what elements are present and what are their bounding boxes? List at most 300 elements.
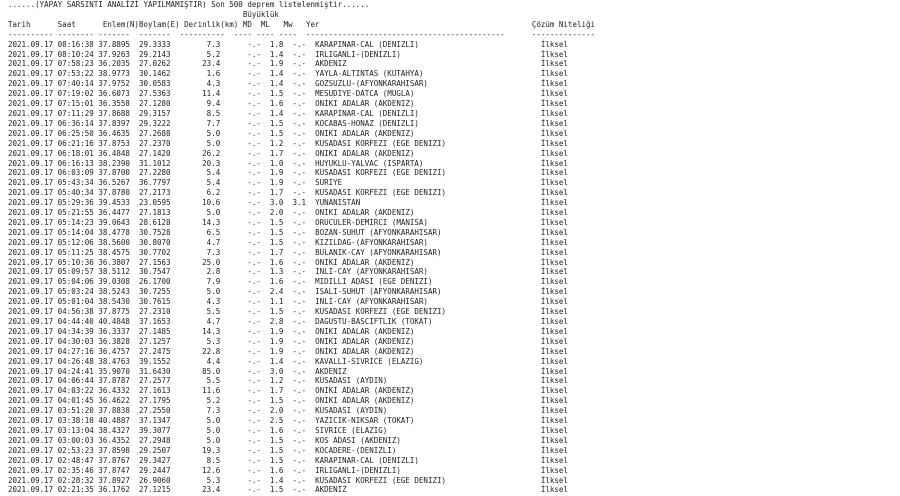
row-time: 04:06:44 xyxy=(57,376,99,386)
row-date: 2021.09.17 xyxy=(8,416,58,426)
row-lon: 29.3157 xyxy=(138,108,180,118)
row-mw: -.- xyxy=(292,425,316,435)
row-date: 2021.09.17 xyxy=(8,257,58,267)
row-quality: İlksel xyxy=(540,366,568,376)
row-lon: 30.7547 xyxy=(138,267,180,277)
row-lat: 37.8838 xyxy=(98,406,139,416)
row-ml: 1.9 xyxy=(269,178,293,188)
row-location: YAZICIK-NIKSAR (TOKAT) xyxy=(315,416,541,426)
row-date: 2021.09.17 xyxy=(8,376,58,386)
row-ml: 1.6 xyxy=(269,277,293,287)
listing-title: ......(YAPAY SARSINTI ANALİZİ YAPILMAMIŞTIR) Son 500 deprem listelenmiştir...... xyxy=(8,0,370,9)
row-location: KUSADASI KORFEZI (EGE DENIZI) xyxy=(315,307,541,317)
row-depth: 4.7 xyxy=(179,317,248,326)
row-date: 2021.09.17 xyxy=(8,188,58,198)
row-depth: 22.8 xyxy=(179,346,248,356)
row-md: -.- xyxy=(247,445,270,455)
row-depth: 5.2 xyxy=(179,396,248,406)
row-depth: 23.4 xyxy=(179,485,248,495)
row-depth: 11.4 xyxy=(179,89,248,99)
row-mw: -.- xyxy=(292,445,316,455)
row-time: 05:09:57 xyxy=(57,267,99,277)
row-lon: 31.6430 xyxy=(138,366,180,376)
row-mw: -.- xyxy=(292,79,316,89)
row-quality: İlksel xyxy=(540,227,568,237)
row-lon: 30.7702 xyxy=(138,247,180,257)
row-lon: 27.2948 xyxy=(138,435,180,445)
row-mw: -.- xyxy=(292,89,316,99)
row-lon: 27.1795 xyxy=(138,396,180,406)
row-date: 2021.09.17 xyxy=(8,208,58,218)
row-lon: 27.1485 xyxy=(138,326,180,336)
row-lon: 39.1552 xyxy=(138,356,180,366)
row-quality: İlksel xyxy=(540,99,568,109)
row-location: KUSADASI KORFEZI (EGE DENIZI) xyxy=(315,138,541,148)
col-quality: Çözüm Niteliği xyxy=(531,19,596,29)
row-date: 2021.09.17 xyxy=(8,455,58,465)
row-date: 2021.09.17 xyxy=(8,287,58,297)
row-date: 2021.09.17 xyxy=(8,307,58,317)
row-lon: 39.3077 xyxy=(138,425,180,435)
row-quality: İlksel xyxy=(540,465,568,475)
row-md: -.- xyxy=(247,257,270,267)
row-time: 05:01:04 xyxy=(57,297,99,307)
row-quality: İlksel xyxy=(540,287,568,297)
row-time: 05:40:34 xyxy=(57,188,99,198)
row-md: -.- xyxy=(247,168,270,178)
row-md: -.- xyxy=(247,366,270,376)
row-depth: 8.5 xyxy=(179,455,248,465)
row-quality: İlksel xyxy=(540,49,568,59)
row-date: 2021.09.17 xyxy=(8,138,58,148)
row-md: -.- xyxy=(247,108,270,118)
row-location: KUSADASI KORFEZI (EGE DENIZI) xyxy=(315,168,541,178)
row-md: -.- xyxy=(247,326,270,336)
row-location: AKDENIZ xyxy=(315,485,541,495)
row-time: 03:38:10 xyxy=(57,416,99,426)
row-mw: -.- xyxy=(292,465,316,475)
row-depth: 12.6 xyxy=(179,465,248,475)
col-location: Yer xyxy=(306,19,532,29)
row-time: 02:48:47 xyxy=(57,455,99,465)
row-quality: İlksel xyxy=(540,297,568,307)
row-date: 2021.09.17 xyxy=(8,336,58,346)
row-md: -.- xyxy=(247,396,270,406)
row-quality: İlksel xyxy=(540,39,568,49)
row-depth: 5.0 xyxy=(179,208,248,218)
row-mw: -.- xyxy=(292,336,316,346)
row-lat: 36.4622 xyxy=(98,396,139,406)
row-ml: 2.0 xyxy=(269,208,293,218)
row-md: -.- xyxy=(247,336,270,346)
col-lon: Boylam(E) xyxy=(138,19,185,29)
row-location: ONIKI ADALAR (AKDENIZ) xyxy=(315,128,541,138)
row-md: -.- xyxy=(247,128,270,138)
row-time: 07:15:01 xyxy=(57,99,99,109)
row-mw: -.- xyxy=(292,257,316,267)
row-md: -.- xyxy=(247,59,270,69)
row-mw: -.- xyxy=(292,356,316,366)
row-time: 05:21:55 xyxy=(57,208,99,218)
row-quality: İlksel xyxy=(540,108,568,118)
row-lat: 37.8598 xyxy=(98,445,139,455)
row-ml: 3.0 xyxy=(269,198,293,208)
row-date: 2021.09.17 xyxy=(8,59,58,69)
row-depth: 2.8 xyxy=(179,267,248,277)
row-lon: 27.0262 xyxy=(138,59,180,69)
row-depth: 7.9 xyxy=(179,277,248,287)
row-date: 2021.09.17 xyxy=(8,227,58,237)
row-lat: 38.9773 xyxy=(98,69,139,79)
row-md: -.- xyxy=(247,178,270,188)
row-md: -.- xyxy=(247,376,270,386)
row-time: 06:03:09 xyxy=(57,168,99,178)
row-date: 2021.09.17 xyxy=(8,277,58,287)
row-lon: 29.3427 xyxy=(138,455,180,465)
row-mw: -.- xyxy=(292,128,316,138)
row-location: KARAPINAR-CAL (DENIZLI) xyxy=(315,39,541,49)
row-lon: 37.1347 xyxy=(138,416,180,426)
row-quality: İlksel xyxy=(540,118,568,128)
row-lat: 37.9752 xyxy=(98,79,139,89)
row-date: 2021.09.17 xyxy=(8,69,58,79)
row-lat: 37.8895 xyxy=(98,39,139,49)
row-depth: 5.3 xyxy=(179,475,248,485)
row-ml: 1.7 xyxy=(269,148,293,158)
col-lat: Enlem(N) xyxy=(102,19,139,29)
row-time: 04:30:03 xyxy=(57,336,99,346)
row-md: -.- xyxy=(247,99,270,109)
row-depth: 4.3 xyxy=(179,79,248,89)
row-lon: 27.2370 xyxy=(138,138,180,148)
row-time: 04:27:16 xyxy=(57,346,99,356)
row-lat: 36.4848 xyxy=(98,148,139,158)
row-quality: İlksel xyxy=(540,79,568,89)
row-quality: İlksel xyxy=(540,247,568,257)
row-md: -.- xyxy=(247,317,270,326)
row-lat: 40.4848 xyxy=(98,317,139,326)
row-depth: 9.4 xyxy=(179,99,248,109)
row-ml: 1.6 xyxy=(269,465,293,475)
row-lon: 29.2507 xyxy=(138,445,180,455)
row-location: ONIKI ADALAR (AKDENIZ) xyxy=(315,208,541,218)
row-location: AKDENIZ xyxy=(315,366,541,376)
row-time: 06:16:13 xyxy=(57,158,99,168)
row-lat: 37.8927 xyxy=(98,475,139,485)
row-quality: İlksel xyxy=(540,208,568,218)
row-lon: 27.2280 xyxy=(138,168,180,178)
row-depth: 5.4 xyxy=(179,168,248,178)
row-mw: -.- xyxy=(292,168,316,178)
row-ml: 2.0 xyxy=(269,406,293,416)
row-depth: 5.5 xyxy=(179,307,248,317)
row-lat: 37.8780 xyxy=(98,188,139,198)
row-time: 04:44:40 xyxy=(57,317,99,326)
row-depth: 7.7 xyxy=(179,118,248,128)
row-mw: -.- xyxy=(292,297,316,307)
row-time: 03:13:04 xyxy=(57,425,99,435)
row-md: -.- xyxy=(247,39,270,49)
row-mw: -.- xyxy=(292,346,316,356)
row-lon: 30.0583 xyxy=(138,79,180,89)
row-time: 05:43:34 xyxy=(57,178,99,188)
row-time: 08:16:38 xyxy=(57,39,99,49)
col-depth: Derinlik(km) xyxy=(184,19,243,29)
row-lat: 36.3558 xyxy=(98,99,139,109)
row-ml: 1.6 xyxy=(269,257,293,267)
row-depth: 5.4 xyxy=(179,178,248,188)
row-date: 2021.09.17 xyxy=(8,445,58,455)
row-date: 2021.09.17 xyxy=(8,108,58,118)
row-date: 2021.09.17 xyxy=(8,247,58,257)
row-lon: 37.1653 xyxy=(138,317,180,326)
row-date: 2021.09.17 xyxy=(8,396,58,406)
row-time: 04:01:45 xyxy=(57,396,99,406)
row-ml: 1.6 xyxy=(269,425,293,435)
row-ml: 1.3 xyxy=(269,267,293,277)
row-md: -.- xyxy=(247,465,270,475)
row-md: -.- xyxy=(247,89,270,99)
row-time: 05:14:23 xyxy=(57,217,99,227)
row-time: 05:10:36 xyxy=(57,257,99,267)
row-location: KARAPINAR-CAL (DENIZLI) xyxy=(315,108,541,118)
row-ml: 2.4 xyxy=(269,287,293,297)
row-time: 04:26:48 xyxy=(57,356,99,366)
row-location: YAYLA-ALTINTAS (KUTAHYA) xyxy=(315,69,541,79)
row-lat: 38.5430 xyxy=(98,297,139,307)
row-ml: 1.9 xyxy=(269,346,293,356)
row-lon: 27.2475 xyxy=(138,346,180,356)
magnitude-group-label: Büyüklük xyxy=(242,9,279,19)
row-lat: 37.8688 xyxy=(98,108,139,118)
row-md: -.- xyxy=(247,346,270,356)
row-lon: 27.5363 xyxy=(138,89,180,99)
row-lon: 30.1462 xyxy=(138,69,180,79)
row-depth: 19.3 xyxy=(179,445,248,455)
row-location: ONIKI ADALAR (AKDENIZ) xyxy=(315,326,541,336)
row-lon: 29.3222 xyxy=(138,118,180,128)
row-time: 05:29:36 xyxy=(57,198,99,208)
row-ml: 1.5 xyxy=(269,217,293,227)
row-location: YUNANISTAN xyxy=(315,198,541,208)
row-mw: -.- xyxy=(292,138,316,148)
row-mw: -.- xyxy=(292,118,316,128)
row-location: ORUCULER-DEMIRCI (MANISA) xyxy=(315,217,541,227)
col-ml: ML xyxy=(260,19,284,29)
row-quality: İlksel xyxy=(540,317,568,326)
row-md: -.- xyxy=(247,198,270,208)
row-md: -.- xyxy=(247,208,270,218)
row-quality: İlksel xyxy=(540,69,568,79)
row-location: IRLIGANLI-(DENIZLI) xyxy=(315,49,541,59)
row-ml: 1.1 xyxy=(269,297,293,307)
row-ml: 1.5 xyxy=(269,128,293,138)
row-lat: 37.8753 xyxy=(98,138,139,148)
row-date: 2021.09.17 xyxy=(8,425,58,435)
row-ml: 1.4 xyxy=(269,69,293,79)
row-mw: -.- xyxy=(292,237,316,247)
row-lon: 27.1420 xyxy=(138,148,180,158)
row-depth: 1.6 xyxy=(179,69,248,79)
row-time: 07:11:29 xyxy=(57,108,99,118)
row-ml: 1.4 xyxy=(269,475,293,485)
row-depth: 5.2 xyxy=(179,49,248,59)
row-location: ISALI-SUHUT (AFYONKARAHISAR) xyxy=(315,287,541,297)
row-time: 04:56:38 xyxy=(57,307,99,317)
row-md: -.- xyxy=(247,138,270,148)
row-lat: 37.8767 xyxy=(98,455,139,465)
row-lat: 36.4635 xyxy=(98,128,139,138)
row-md: -.- xyxy=(247,386,270,396)
row-date: 2021.09.17 xyxy=(8,118,58,128)
row-quality: İlksel xyxy=(540,257,568,267)
row-lon: 27.1563 xyxy=(138,257,180,267)
row-time: 05:12:06 xyxy=(57,237,99,247)
row-mw: -.- xyxy=(292,396,316,406)
row-lon: 27.1280 xyxy=(138,99,180,109)
row-mw: -.- xyxy=(292,326,316,336)
row-location: KOCABAS-HONAZ (DENIZLI) xyxy=(315,118,541,128)
row-lon: 30.8070 xyxy=(138,237,180,247)
row-location: KAVALLI-SIVRICE (ELAZIG) xyxy=(315,356,541,366)
row-md: -.- xyxy=(247,277,270,287)
earthquake-listing: ......(YAPAY SARSINTI ANALİZİ YAPILMAMIŞTIR) Son 500 deprem listelenmiştir...... Büyüklük Tarih Saat Enlem(N)Boylam(E) Derinlik(km) MD ML Mw Yer Çözüm Niteliği ---------- -------- ------- ------- ---------- ---- ---- ---- -------------------------------------------- -------------- 2021.09.17 08:16:38 37.8895 29.3333 7.3 -.- 1.8 -.- KARAPINAR-CAL (DENIZLI) İlksel 2021.09.17 08:10:24 37.9263 29.2143 5.2 -.- 1.4 -.- IRLIGANLI-(DENIZLI) İlksel 2021.09.17 07:58:23 36.2035 27.0262 23.4 -.- 1.9 -.- AKDENIZ İlksel 2021.09.17 07:53:22 38.9773 30.1462 1.6 -.- 1.4 -.- YAYLA-ALTINTAS (KUTAHYA) İlksel 2021.09.17 07:40:14 37.9752 30.0583 4.3 -.- 1.4 -.- GOZSUZLU-(AFYONKARAHISAR) İlksel 2021.09.17 07:19:02 36.6073 27.5363 11.4 -.- 1.5 -.- MESUDIYE-DATCA (MUGLA) İlksel 2021.09.17 07:15:01 36.3558 27.1280 9.4 -.- 1.6 -.- ONIKI ADALAR (AKDENIZ) İlksel 2021.09.17 07:11:29 37.8688 29.3157 8.5 -.- 1.4 -.- KARAPINAR-CAL (DENIZLI) İlksel 2021.09.17 06:36:14 37.8397 29.3222 7.7 -.- 1.5 -.- KOCABAS-HONAZ (DENIZLI) İlksel 2021.09.17 06:25:50 36.4635 27.2688 5.0 -.- 1.5 -.- ONIKI ADALAR (AKDENIZ) İlksel 2021.09.17 06:21:16 37.8753 27.2370 5.0 -.- 1.2 -.- KUSADASI KORFEZI (EGE DENIZI) İlksel 2021.09.17 06:18:01 36.4848 27.1420 26.2 -.- 1.7 -.- ONIKI ADALAR (AKDENIZ) İlksel 2021.09.17 06:16:13 38.2390 31.1012 20.3 -.- 1.0 -.- HUYUKLU-YALVAC (ISPARTA) İlksel 2021.09.17 06:03:09 37.8700 27.2280 5.4 -.- 1.9 -.- KUSADASI KORFEZI (EGE DENIZI) İlksel 2021.09.17 05:43:34 36.5267 36.7797 5.4 -.- 1.9 -.- SURIYE İlksel 2021.09.17 05:40:34 37.8780 27.2173 6.2 -.- 1.7 -.- KUSADASI KORFEZI (EGE DENIZI) İlksel 2021.09.17 05:29:36 39.4533 23.0595 10.6 -.- 3.0 3.1 YUNANISTAN İlksel 2021.09.17 05:21:55 36.4477 27.1813 5.0 -.- 2.0 -.- ONIKI ADALAR (AKDENIZ) İlksel 2021.09.17 05:14:23 39.0643 28.6128 14.3 -.- 1.5 -.- ORUCULER-DEMIRCI (MANISA) İlksel 2021.09.17 05:14:04 38.4778 30.7528 6.5 -.- 1.5 -.- BOZAN-SUHUT (AFYONKARAHISAR) İlksel 2021.09.17 05:12:06 38.5600 30.8070 4.7 -.- 1.5 -.- KIZILDAG-(AFYONKARAHISAR) İlksel 2021.09.17 05:11:25 38.4575 30.7702 7.3 -.- 1.7 -.- BULANIK-CAY (AFYONKARAHISAR) İlksel 2021.09.17 05:10:36 36.3807 27.1563 25.0 -.- 1.6 -.- ONIKI ADALAR (AKDENIZ) İlksel 2021.09.17 05:09:57 38.5112 30.7547 2.8 -.- 1.3 -.- INLI-CAY (AFYONKARAHISAR) İlksel 2021.09.17 05:04:06 39.0308 26.1700 7.9 -.- 1.6 -.- MIDILLI ADASI (EGE DENIZI) İlksel 2021.09.17 05:03:24 38.5243 30.7255 5.0 -.- 2.4 -.- ISALI-SUHUT (AFYONKARAHISAR) İlksel 2021.09.17 05:01:04 38.5430 30.7615 4.3 -.- 1.1 -.- INLI-CAY (AFYONKARAHISAR) İlksel 2021.09.17 04:56:38 37.8775 27.2310 5.5 -.- 1.5 -.- KUSADASI KORFEZI (EGE DENIZI) İlksel 2021.09.17 04:44:40 40.4848 37.1653 4.7 -.- 2.8 -.- DAGUSTU-BASCIFTLIK (TOKAT) İlksel 2021.09.17 04:34:39 36.3337 27.1485 14.3 -.- 1.9 -.- ONIKI ADALAR (AKDENIZ) İlksel 2021.09.17 04:30:03 36.3828 27.1257 5.3 -.- 1.9 -.- ONIKI ADALAR (AKDENIZ) İlksel 2021.09.17 04:27:16 36.4757 27.2475 22.8 -.- 1.9 -.- ONIKI ADALAR (AKDENIZ) İlksel 2021.09.17 04:26:48 38.4763 39.1552 4.4 -.- 1.4 -.- KAVALLI-SIVRICE (ELAZIG) İlksel 2021.09.17 04:24:41 35.9070 31.6430 85.0 -.- 3.0 -.- AKDENIZ İlksel 2021.09.17 04:06:44 37.8787 27.2577 5.5 -.- 1.2 -.- KUSADASI (AYDIN) İlksel 2021.09.17 04:03:22 36.4332 27.1613 11.6 -.- 1.7 -.- ONIKI ADALAR (AKDENIZ) İlksel 2021.09.17 04:01:45 36.4622 27.1795 5.2 -.- 1.5 -.- ONIKI ADALAR (AKDENIZ) İlksel 2021.09.17 03:51:20 37.8838 27.2550 7.3 -.- 2.0 -.- KUSADASI (AYDIN) İlksel 2021.09.17 03:38:10 40.4887 37.1347 5.0 -.- 2.5 -.- YAZICIK-NIKSAR (TOKAT) İlksel 2021.09.17 03:13:04 38.4327 39.3077 5.0 -.- 1.6 -.- SIVRICE (ELAZIG) İlksel 2021.09.17 03:00:03 36.4352 27.2948 5.0 -.- 1.5 -.- KOS ADASI (AKDENIZ) İlksel 2021.09.17 02:53:23 37.8598 29.2507 19.3 -.- 1.5 -.- KOCADERE-(DENIZLI) İlksel 2021.09.17 02:48:47 37.8767 29.3427 8.5 -.- 1.5 -.- KARAPINAR-CAL (DENIZLI) İlksel 2021.09.17 02:35:46 37.8747 29.2447 12.6 -.- 1.6 -.- IRLIGANLI-(DENIZLI) İlksel 2021.09.17 02:28:32 37.8927 26.9060 5.3 -.- 1.4 -.- KUSADASI KORFEZI (EGE DENIZI) İlksel 2021.09.17 02:21:35 36.1762 27.1215 23.4 -.- 1.5 -.- AKDENIZ İlksel xyxy=(8,0,596,495)
row-quality: İlksel xyxy=(540,326,568,336)
row-mw: -.- xyxy=(292,158,316,168)
row-date: 2021.09.17 xyxy=(8,217,58,227)
row-location: SURIYE xyxy=(315,178,541,188)
row-quality: İlksel xyxy=(540,485,568,495)
row-ml: 2.5 xyxy=(269,416,293,426)
row-ml: 1.2 xyxy=(269,376,293,386)
row-date: 2021.09.17 xyxy=(8,89,58,99)
row-depth: 20.3 xyxy=(179,158,248,168)
row-date: 2021.09.17 xyxy=(8,317,58,326)
row-ml: 1.4 xyxy=(269,356,293,366)
row-location: KUSADASI KORFEZI (EGE DENIZI) xyxy=(315,475,541,485)
row-time: 06:21:16 xyxy=(57,138,99,148)
row-lat: 39.4533 xyxy=(98,198,139,208)
row-quality: İlksel xyxy=(540,376,568,386)
row-md: -.- xyxy=(247,356,270,366)
row-depth: 7.3 xyxy=(179,39,248,49)
row-ml: 1.9 xyxy=(269,168,293,178)
row-lat: 40.4887 xyxy=(98,416,139,426)
row-quality: İlksel xyxy=(540,386,568,396)
row-quality: İlksel xyxy=(540,59,568,69)
row-date: 2021.09.17 xyxy=(8,99,58,109)
row-location: MIDILLI ADASI (EGE DENIZI) xyxy=(315,277,541,287)
row-lat: 35.9070 xyxy=(98,366,139,376)
row-depth: 5.0 xyxy=(179,435,248,445)
row-time: 04:24:41 xyxy=(57,366,99,376)
row-location: ONIKI ADALAR (AKDENIZ) xyxy=(315,336,541,346)
row-mw: -.- xyxy=(292,475,316,485)
row-ml: 1.9 xyxy=(269,326,293,336)
row-ml: 1.4 xyxy=(269,49,293,59)
row-time: 02:28:32 xyxy=(57,475,99,485)
row-depth: 5.0 xyxy=(179,138,248,148)
row-ml: 1.8 xyxy=(269,39,293,49)
row-time: 03:51:20 xyxy=(57,406,99,416)
row-md: -.- xyxy=(247,406,270,416)
row-md: -.- xyxy=(247,435,270,445)
row-mw: -.- xyxy=(292,267,316,277)
row-quality: İlksel xyxy=(540,277,568,287)
row-mw: 3.1 xyxy=(292,198,316,208)
row-ml: 1.5 xyxy=(269,485,293,495)
row-quality: İlksel xyxy=(540,267,568,277)
row-lat: 37.8787 xyxy=(98,376,139,386)
row-ml: 1.4 xyxy=(269,79,293,89)
row-depth: 14.3 xyxy=(179,217,248,227)
row-lon: 26.9060 xyxy=(138,475,180,485)
row-ml: 1.4 xyxy=(269,108,293,118)
row-md: -.- xyxy=(247,237,270,247)
row-mw: -.- xyxy=(292,386,316,396)
row-ml: 1.9 xyxy=(269,59,293,69)
row-depth: 23.4 xyxy=(179,59,248,69)
row-md: -.- xyxy=(247,217,270,227)
row-date: 2021.09.17 xyxy=(8,267,58,277)
row-location: ONIKI ADALAR (AKDENIZ) xyxy=(315,396,541,406)
row-time: 07:40:14 xyxy=(57,79,99,89)
row-lat: 36.4332 xyxy=(98,386,139,396)
row-lon: 26.1700 xyxy=(138,277,180,287)
row-md: -.- xyxy=(247,287,270,297)
row-md: -.- xyxy=(247,425,270,435)
row-lon: 30.7255 xyxy=(138,287,180,297)
row-mw: -.- xyxy=(292,217,316,227)
row-quality: İlksel xyxy=(540,148,568,158)
row-lat: 36.4352 xyxy=(98,435,139,445)
row-quality: İlksel xyxy=(540,237,568,247)
row-lat: 36.4477 xyxy=(98,208,139,218)
row-date: 2021.09.17 xyxy=(8,158,58,168)
row-md: -.- xyxy=(247,307,270,317)
row-lat: 37.8747 xyxy=(98,465,139,475)
row-date: 2021.09.17 xyxy=(8,485,58,495)
row-lat: 36.3828 xyxy=(98,336,139,346)
row-lon: 27.1613 xyxy=(138,386,180,396)
row-depth: 14.3 xyxy=(179,326,248,336)
row-lon: 29.2447 xyxy=(138,465,180,475)
row-date: 2021.09.17 xyxy=(8,178,58,188)
row-md: -.- xyxy=(247,455,270,465)
row-ml: 1.5 xyxy=(269,227,293,237)
row-lat: 37.8775 xyxy=(98,307,139,317)
row-mw: -.- xyxy=(292,99,316,109)
row-md: -.- xyxy=(247,49,270,59)
row-quality: İlksel xyxy=(540,346,568,356)
row-md: -.- xyxy=(247,485,270,495)
row-quality: İlksel xyxy=(540,406,568,416)
row-date: 2021.09.17 xyxy=(8,39,58,49)
row-location: KOS ADASI (AKDENIZ) xyxy=(315,435,541,445)
row-depth: 10.6 xyxy=(179,198,248,208)
row-lon: 30.7528 xyxy=(138,227,180,237)
row-quality: İlksel xyxy=(540,475,568,485)
row-mw: -.- xyxy=(292,108,316,118)
row-depth: 6.5 xyxy=(179,227,248,237)
row-date: 2021.09.17 xyxy=(8,168,58,178)
row-location: ONIKI ADALAR (AKDENIZ) xyxy=(315,386,541,396)
row-time: 07:19:02 xyxy=(57,89,99,99)
row-date: 2021.09.17 xyxy=(8,128,58,138)
row-depth: 5.0 xyxy=(179,128,248,138)
row-lon: 27.2550 xyxy=(138,406,180,416)
row-quality: İlksel xyxy=(540,307,568,317)
